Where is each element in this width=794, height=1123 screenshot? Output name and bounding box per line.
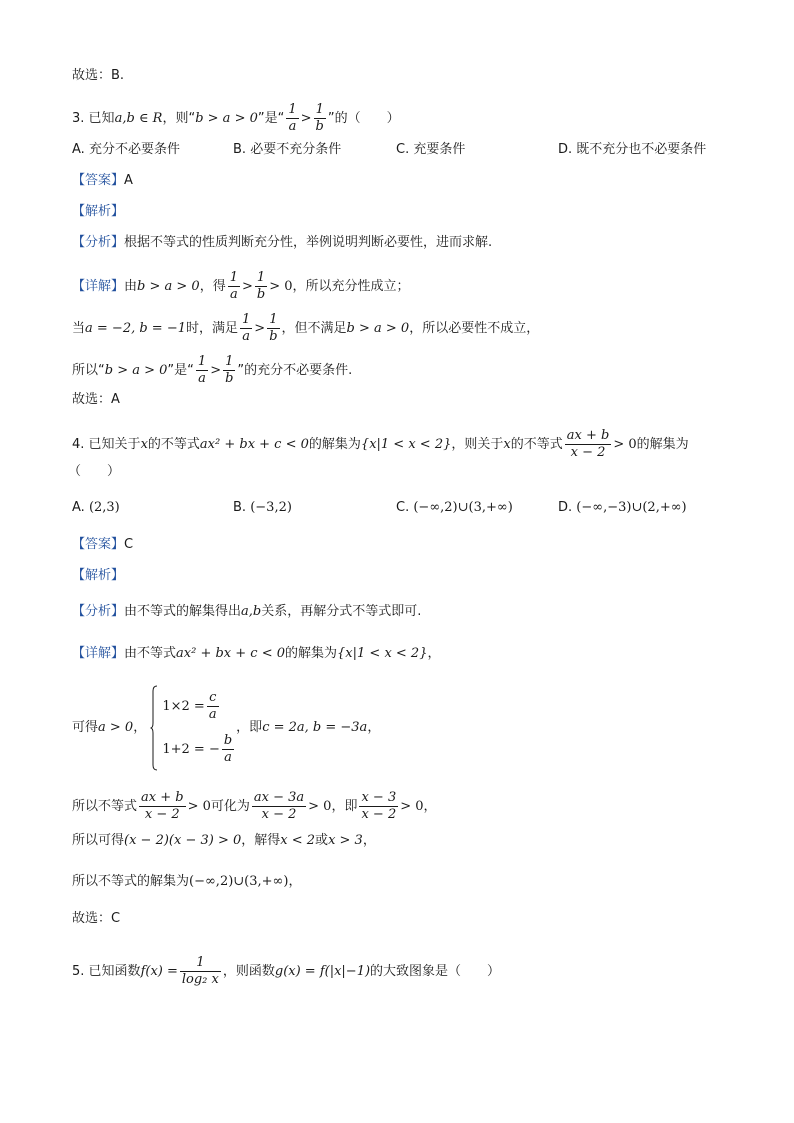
q3-l3-frac-right-num: 1 xyxy=(223,354,235,371)
q4-fenxi-vars: a,b xyxy=(241,604,262,619)
q3-d1c: ，得 xyxy=(199,279,226,294)
q3-l2d: ，但不满足 xyxy=(281,321,347,336)
q4-option-c-text: (−∞,2)∪(3,+∞) xyxy=(413,500,513,515)
q3-fenxi-text: 根据不等式的性质判断充分性，举例说明判断必要性，进而求解. xyxy=(124,235,493,250)
q3-detail-tag: 【详解】 xyxy=(72,279,125,294)
q3-text-3: ”是“ xyxy=(257,111,285,126)
q3-l3-frac-left-den: a xyxy=(198,371,206,386)
q4-l3-frac-1 xyxy=(139,790,186,823)
q3-option-c-text: 充要条件 xyxy=(413,142,466,157)
q3-option-a[interactable] xyxy=(72,141,180,159)
q4-gt0: > 0 xyxy=(613,437,637,452)
q3-option-c[interactable] xyxy=(396,141,465,159)
q4-detail-line-1 xyxy=(72,645,441,663)
q5-stem xyxy=(72,955,500,988)
q3-l3-frac-right-den: b xyxy=(225,371,234,386)
q3-option-b[interactable] xyxy=(233,141,341,159)
q3-option-a-label: A. xyxy=(72,142,85,157)
q3-gt: > xyxy=(300,111,312,126)
q3-l2-frac-left-den: a xyxy=(242,329,251,344)
q3-l2b: a = −2, b = −1 xyxy=(85,321,186,336)
q3-answer-tag: 【答案】 xyxy=(72,173,125,188)
q4-l3-frac-3 xyxy=(359,790,398,823)
q5-gx: g(x) = f(|x|−1) xyxy=(274,964,371,979)
q3-l2a: 当 xyxy=(72,321,86,336)
q3-fenxi xyxy=(72,234,492,252)
q4-text-6: 的解集为 xyxy=(636,437,689,452)
q3-l2-frac-left xyxy=(240,312,252,345)
q3-option-a-text: 充分不必要条件 xyxy=(88,142,180,157)
q3-d1a: 由 xyxy=(124,279,138,294)
q3-frac-left-num: 1 xyxy=(288,102,297,117)
q3-frac-left xyxy=(286,102,298,135)
q3-l3a: 所以“ xyxy=(72,363,105,378)
q3-l2c: 时，满足 xyxy=(186,321,239,336)
q4-l3-frac-2-num: ax − 3a xyxy=(253,790,305,805)
q3-option-b-label: B. xyxy=(233,142,247,157)
q3-d1-frac-right-den: b xyxy=(256,287,266,302)
q3-l3-frac-left xyxy=(196,354,208,387)
q4-d1b: ax² + bx + c < 0 xyxy=(176,646,286,661)
q3-stem xyxy=(72,102,400,135)
q3-answer-value: A xyxy=(124,173,133,188)
q4-system-row-2 xyxy=(162,728,236,771)
q3-detail-line-1 xyxy=(72,270,410,303)
q4-l3g: ， xyxy=(423,799,437,814)
q4-detail-line-5 xyxy=(72,873,301,891)
q4-l3f: > 0 xyxy=(400,799,424,814)
q4-l3c: 可化为 xyxy=(210,799,250,814)
q3-l3-frac-left-num: 1 xyxy=(197,354,207,369)
q3-detail-line-2 xyxy=(72,312,539,345)
q3-analysis xyxy=(72,203,124,221)
q4-l3-frac-1-den: x − 2 xyxy=(144,807,180,822)
q4-option-a[interactable] xyxy=(72,499,120,517)
q4-l4d: x < 2 xyxy=(280,833,316,848)
q4-option-b-label: B. xyxy=(233,500,247,515)
q4-sys-post-3: ， xyxy=(367,720,381,735)
q4-sys-row1-den: a xyxy=(208,707,217,722)
q4-system-row-1 xyxy=(162,685,236,728)
q3-frac-right-num: 1 xyxy=(314,102,326,119)
q3-d1d: > 0 xyxy=(269,279,293,294)
q2-end-text: 故选：B. xyxy=(72,68,125,83)
q3-d1-frac-left-den: a xyxy=(229,287,238,302)
q5-number: 5. xyxy=(72,964,85,979)
q4-sys-pre: 可得 xyxy=(72,720,99,735)
q4-answer-value: C xyxy=(124,537,134,552)
q4-fenxi-text-1: 由不等式的解集得出 xyxy=(124,604,242,619)
q4-l3-frac-3-den: x − 2 xyxy=(361,807,397,822)
q5-frac-num: 1 xyxy=(180,955,221,972)
q4-l4g: ， xyxy=(362,833,376,848)
q4-end-text: 故选：C xyxy=(72,911,121,926)
q4-d1a: 由不等式 xyxy=(124,646,177,661)
q4-sys-row2-lhs: 1+2 = − xyxy=(162,742,220,757)
q4-sys-row1-num: c xyxy=(207,690,219,707)
q4-l3b: > 0 xyxy=(187,799,211,814)
q4-detail-line-3 xyxy=(72,790,437,823)
q5-frac xyxy=(180,955,221,988)
q4-text-2: 的不等式 xyxy=(147,437,200,452)
q4-fenxi-text-2: 关系，再解分式不等式即可. xyxy=(261,604,422,619)
q4-option-d[interactable] xyxy=(558,499,687,517)
q4-system xyxy=(150,685,236,771)
q4-l4b: (x − 2)(x − 3) > 0 xyxy=(124,833,242,848)
q4-l5a: 所以不等式的解集为 xyxy=(72,874,190,889)
q3-text-4: ”的（ ） xyxy=(327,111,400,126)
q4-answer-tag: 【答案】 xyxy=(72,537,125,552)
q3-frac-left-den: a xyxy=(288,119,297,134)
q5-text-3: 的大致图象是（ ） xyxy=(370,964,501,979)
q4-sys-row2-den: a xyxy=(224,750,232,765)
left-brace-icon xyxy=(150,685,158,771)
q3-end-text: 故选：A xyxy=(72,392,120,407)
q4-frac xyxy=(565,428,612,461)
q3-text-2: ，则“ xyxy=(162,111,196,126)
q4-frac-num: ax + b xyxy=(566,428,610,443)
q4-l3-frac-1-num: ax + b xyxy=(141,790,184,805)
q4-l4e: 或 xyxy=(315,833,329,848)
q3-l3d: ”的充分不必要条件. xyxy=(237,363,353,378)
q3-fenxi-tag: 【分析】 xyxy=(72,235,125,250)
q3-l2-frac-right xyxy=(267,312,279,345)
q3-option-d-label: D. xyxy=(558,142,573,157)
q5-text-2: ，则函数 xyxy=(222,964,275,979)
q4-paren: （ ） xyxy=(68,464,121,479)
q4-option-d-text: (−∞,−3)∪(2,+∞) xyxy=(576,500,687,515)
q4-l3-frac-3-num: x − 3 xyxy=(361,790,397,805)
q4-system-line: 可得a > 0， 1×2 = $\frac{c}{a}$ 1+2 = − $\frac{b}{a}$ ，即c = 2a, b = −3a， xyxy=(72,685,380,772)
q3-d1-frac-right xyxy=(255,270,267,303)
q4-sys-row2-num: b xyxy=(223,733,233,748)
q4-option-d-label: D. xyxy=(558,500,573,515)
q5-fx: f(x) = xyxy=(140,964,178,979)
q4-number: 4. xyxy=(72,437,85,452)
q4-l3d: > 0 xyxy=(308,799,332,814)
q4-analysis xyxy=(72,567,124,585)
q4-stem-line-2 xyxy=(68,463,120,481)
q4-d1e: ， xyxy=(427,646,441,661)
q3-option-d-text: 既不充分也不必要条件 xyxy=(576,142,707,157)
q4-l3-frac-2 xyxy=(252,790,306,823)
q4-option-b[interactable] xyxy=(233,499,292,517)
q4-ineq: ax² + bx + c < 0 xyxy=(199,437,309,452)
q3-d1-gt: > xyxy=(242,279,253,294)
q3-d1b: b > a > 0 xyxy=(137,279,200,294)
q3-text-1: 已知 xyxy=(88,111,115,126)
q3-l2-frac-left-num: 1 xyxy=(242,312,251,327)
q4-option-c[interactable] xyxy=(396,499,513,517)
q4-l4a: 所以可得 xyxy=(72,833,125,848)
q4-answer xyxy=(72,536,133,554)
q4-text-4: ，则关于 xyxy=(451,437,504,452)
q3-d1-frac-right-num: 1 xyxy=(255,270,267,287)
q4-sys-post-2: c = 2a, b = −3a xyxy=(262,720,368,735)
q4-option-c-label: C. xyxy=(396,500,410,515)
q4-sys-row2-frac xyxy=(222,733,234,766)
q4-option-a-text: (2,3) xyxy=(88,500,120,515)
q4-l5b: (−∞,2)∪(3,+∞) xyxy=(189,874,289,889)
q3-detail-line-3 xyxy=(72,354,352,387)
q4-option-a-label: A. xyxy=(72,500,85,515)
q4-fenxi xyxy=(72,603,421,621)
q5-text-1: 已知函数 xyxy=(88,964,141,979)
q4-l3e: ，即 xyxy=(331,799,358,814)
q4-conclusion xyxy=(72,910,120,928)
q4-analysis-tag: 【解析】 xyxy=(72,568,125,583)
q4-l4f: x > 3 xyxy=(328,833,363,848)
q2-conclusion xyxy=(72,67,124,85)
q4-x-1: x xyxy=(140,437,148,452)
q3-number: 3. xyxy=(72,111,85,126)
q4-sys-cond: a > 0 xyxy=(98,720,134,735)
q4-l5c: ， xyxy=(288,874,302,889)
q4-stem-line-1 xyxy=(72,428,689,461)
q3-frac-right-den: b xyxy=(315,119,324,134)
q4-text-5: 的不等式 xyxy=(510,437,563,452)
q3-l2-gt: > xyxy=(254,321,266,336)
q4-d1d: {x|1 < x < 2} xyxy=(337,646,428,661)
q4-detail-line-4 xyxy=(72,832,376,850)
q4-l3-frac-2-den: x − 2 xyxy=(261,807,297,822)
q3-d1-frac-left-num: 1 xyxy=(229,270,238,285)
q3-l3-frac-right xyxy=(223,354,235,387)
q4-detail-tag: 【详解】 xyxy=(72,646,125,661)
q4-l3a: 所以不等式 xyxy=(72,799,138,814)
q3-conclusion xyxy=(72,391,120,409)
q3-l3b: b > a > 0 xyxy=(104,363,168,378)
q4-system-rows xyxy=(150,685,236,771)
q3-vars: a,b ∈ R xyxy=(114,111,163,126)
q3-option-c-label: C. xyxy=(396,142,410,157)
q4-sys-row1-frac xyxy=(207,690,219,723)
q3-option-d[interactable] xyxy=(558,141,706,159)
q4-text-1: 已知关于 xyxy=(88,437,141,452)
q4-set: {x|1 < x < 2} xyxy=(360,437,452,452)
q3-d1e: ，所以充分性成立； xyxy=(292,279,410,294)
q3-answer xyxy=(72,172,133,190)
q3-l2-frac-right-num: 1 xyxy=(267,312,279,329)
q4-x-2: x xyxy=(503,437,511,452)
q3-l2f: ，所以必要性不成立， xyxy=(409,321,540,336)
q4-option-b-text: (−3,2) xyxy=(250,500,292,515)
q3-d1-frac-left xyxy=(228,270,240,303)
q3-l2-frac-right-den: b xyxy=(269,329,278,344)
q4-fenxi-tag: 【分析】 xyxy=(72,604,125,619)
q3-l3c: ”是“ xyxy=(167,363,194,378)
q4-d1c: 的解集为 xyxy=(285,646,338,661)
q3-option-b-text: 必要不充分条件 xyxy=(250,142,342,157)
q4-l4c: ，解得 xyxy=(241,833,281,848)
q5-frac-den: log₂ x xyxy=(181,972,219,987)
q3-frac-right xyxy=(314,102,326,135)
q3-l3-gt: > xyxy=(210,363,222,378)
q3-analysis-tag: 【解析】 xyxy=(72,204,125,219)
q4-text-3: 的解集为 xyxy=(308,437,361,452)
q3-cond1: b > a > 0 xyxy=(195,111,258,126)
q4-sys-row1-lhs: 1×2 = xyxy=(162,699,205,714)
q4-frac-den: x − 2 xyxy=(570,445,606,460)
q4-sys-post-1: ，即 xyxy=(236,720,263,735)
q3-l2e: b > a > 0 xyxy=(346,321,410,336)
